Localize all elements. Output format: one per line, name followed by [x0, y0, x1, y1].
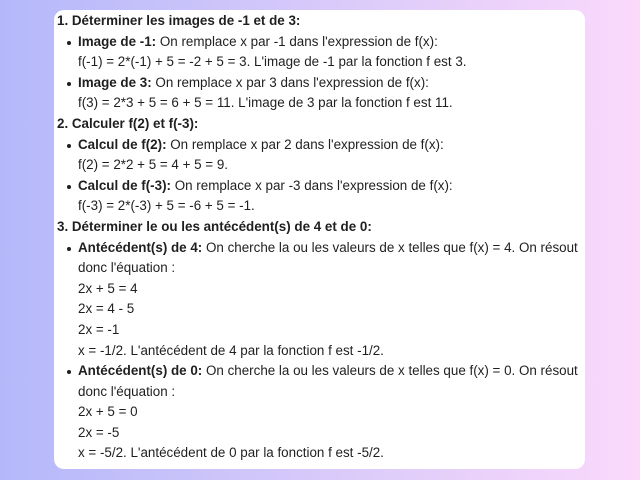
answer-card	[54, 10, 585, 469]
item-label: Antécédent(s) de 4:	[78, 239, 203, 255]
equation-line: 2x + 5 = 4	[78, 280, 138, 296]
conclusion-line: x = -1/2. L'antécédent de 4 par la fonction f est -1/2.	[78, 342, 384, 358]
section-heading-calculs: 2. Calculer f(2) et f(-3):	[57, 115, 199, 131]
list-item-antecedent-0	[57, 361, 585, 402]
item-label: Antécédent(s) de 0:	[78, 363, 203, 379]
list-item-calcul-f-minus-3	[57, 176, 585, 197]
list-item-antecedent-4	[57, 238, 585, 279]
list-item-image-3	[57, 73, 585, 94]
calculation-line: f(2) = 2*2 + 5 = 4 + 5 = 9.	[78, 157, 229, 173]
equation-line: 2x + 5 = 0	[78, 404, 138, 420]
item-text: On remplace x par -1 dans l'expression de f(x):	[156, 33, 438, 49]
calculation-line: f(-3) = 2*(-3) + 5 = -6 + 5 = -1.	[78, 198, 255, 214]
item-text: On remplace x par 2 dans l'expression de f(x):	[166, 136, 444, 152]
section-heading-images: 1. Déterminer les images de -1 et de 3:	[57, 13, 301, 28]
section-list-calculs	[57, 135, 585, 156]
equation-line: 2x = 4 - 5	[78, 301, 135, 317]
section-list-images-2	[57, 73, 585, 94]
item-text: On remplace x par 3 dans l'expression de f(x):	[151, 74, 429, 90]
item-label: Image de 3:	[78, 74, 152, 90]
item-label: Image de -1:	[78, 33, 157, 49]
item-label: Calcul de f(2):	[78, 136, 167, 152]
section-list-images	[57, 32, 585, 53]
section-list-antecedents	[57, 238, 585, 279]
conclusion-line: x = -5/2. L'antécédent de 0 par la fonction f est -5/2.	[78, 445, 384, 461]
item-text: On remplace x par -3 dans l'expression de f(x):	[171, 177, 453, 193]
equation-line: 2x = -5	[78, 424, 120, 440]
item-text: On cherche la ou les valeurs de x telles que f(x) = 4. On résout donc l'équation :	[78, 239, 578, 276]
section-list-antecedents-2	[57, 361, 585, 402]
list-item-image-minus-1	[57, 32, 585, 53]
item-label: Calcul de f(-3):	[78, 177, 171, 193]
section-heading-antecedents: 3. Déterminer le ou les antécédent(s) de 4 et de 0:	[57, 218, 372, 234]
equation-line: 2x = -1	[78, 321, 120, 337]
list-item-calcul-f2	[57, 135, 585, 156]
item-text: On cherche la ou les valeurs de x telles que f(x) = 0. On résout donc l'équation :	[78, 363, 578, 399]
calculation-line: f(-1) = 2*(-1) + 5 = -2 + 5 = 3. L'image de -1 par la fonction f est 3.	[78, 54, 467, 70]
section-list-calculs-2	[57, 176, 585, 197]
calculation-line: f(3) = 2*3 + 5 = 6 + 5 = 11. L'image de 3 par la fonction f est 11.	[78, 95, 453, 111]
